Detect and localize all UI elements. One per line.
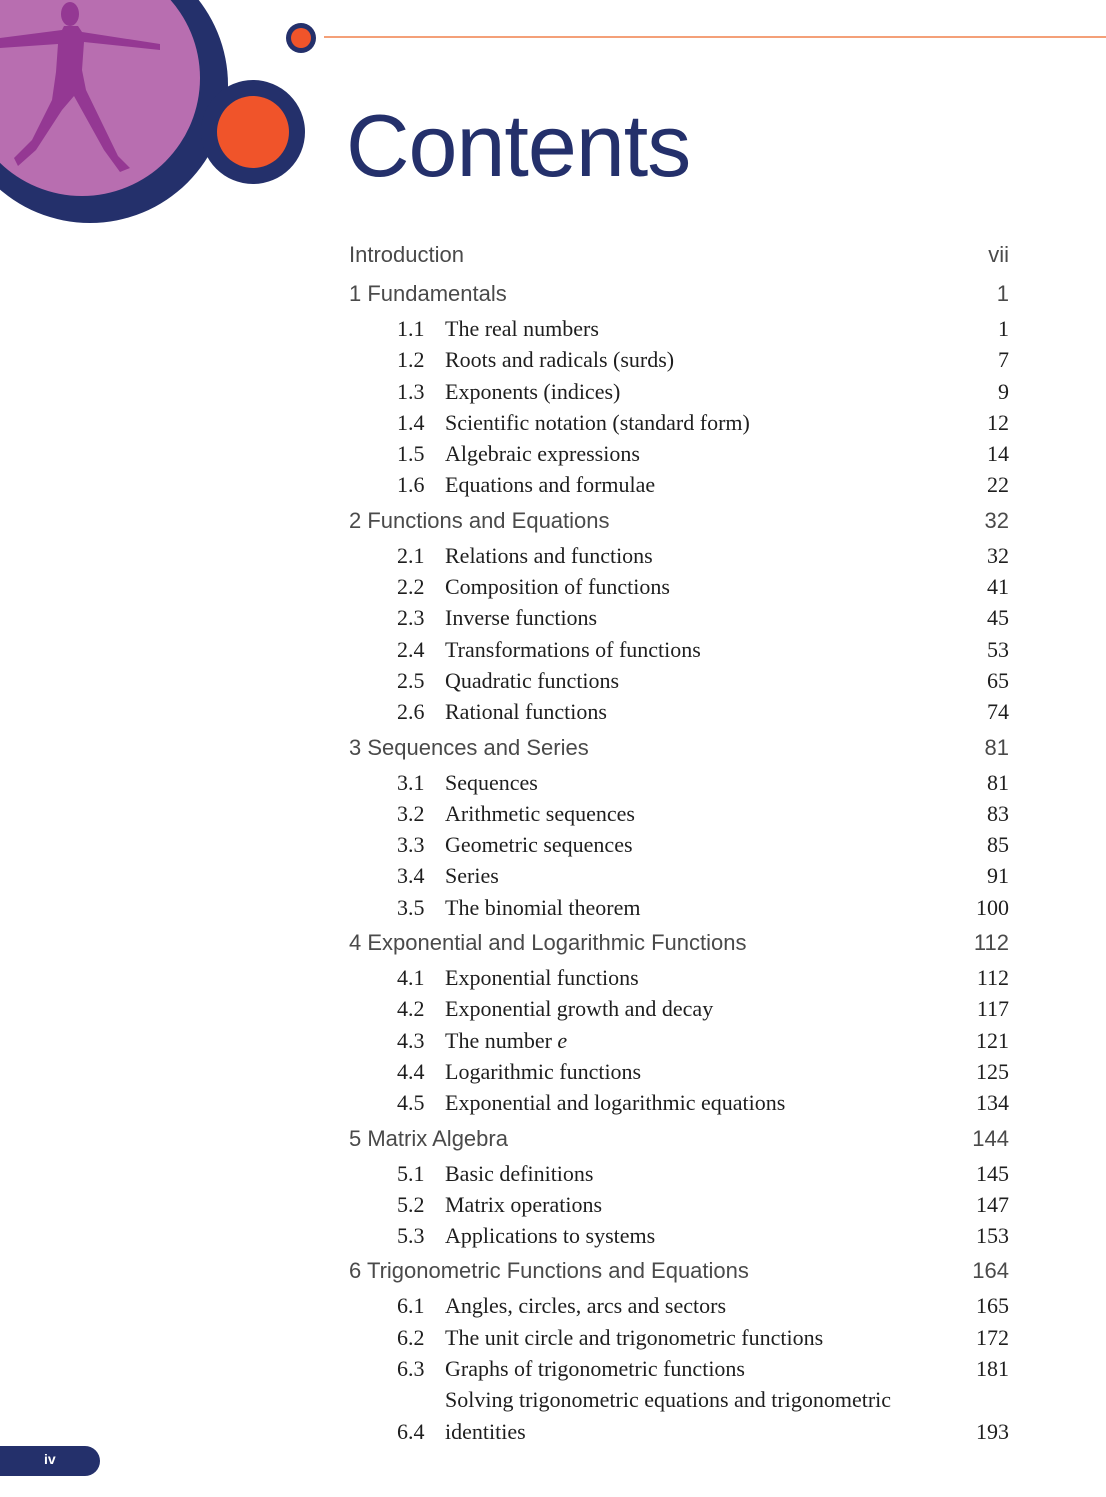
section-number: 2.6: [397, 699, 425, 725]
entry-title: Graphs of trigonometric functions: [445, 1356, 745, 1382]
toc-section-entry[interactable]: [349, 1290, 1009, 1321]
section-number: 3.3: [397, 832, 425, 858]
toc-chapter-entry[interactable]: [349, 502, 1009, 540]
entry-title: Exponents (indices): [445, 378, 621, 404]
entry-title: The binomial theorem: [445, 894, 641, 920]
entry-title: 4 Exponential and Logarithmic Functions: [349, 930, 747, 956]
toc-chapter-entry[interactable]: [349, 924, 1009, 962]
toc-section-entry[interactable]: [349, 1025, 1009, 1056]
entry-page-number: 41: [987, 574, 1009, 600]
entry-page-number: 121: [976, 1027, 1009, 1053]
section-number: 1.4: [397, 409, 425, 435]
section-number: 1.6: [397, 472, 425, 498]
entry-page-number: 1: [998, 316, 1009, 341]
entry-page-number: 32: [984, 507, 1009, 533]
section-number: 1.2: [397, 347, 425, 373]
entry-title: Roots and radicals (surds): [445, 347, 675, 373]
section-number: 6.1: [397, 1293, 425, 1319]
small-orange-disc: [291, 28, 311, 48]
toc-section-entry[interactable]: [349, 1353, 1009, 1384]
entry-title: Introduction: [349, 242, 464, 267]
entry-page-number: 65: [987, 667, 1009, 693]
entry-page-number: 164: [972, 1258, 1009, 1284]
entry-title: The number: [445, 1027, 558, 1053]
entry-title: Matrix operations: [445, 1191, 603, 1217]
section-number: 2.2: [397, 574, 425, 600]
toc-section-entry[interactable]: [349, 892, 1009, 923]
toc-section-entry[interactable]: [349, 798, 1009, 829]
toc-section-entry[interactable]: [349, 829, 1009, 860]
entry-page-number: 147: [976, 1191, 1009, 1217]
toc-section-entry[interactable]: [349, 313, 1009, 344]
section-number: 6.4: [397, 1418, 425, 1444]
entry-title: Solving trigonometric equations and trigonometric identities: [445, 1387, 892, 1444]
toc-section-entry[interactable]: [349, 634, 1009, 665]
entry-title: Algebraic expressions: [445, 441, 640, 467]
entry-page-number: 83: [987, 800, 1009, 826]
entry-title: Inverse functions: [445, 605, 598, 631]
section-number: 4.4: [397, 1058, 425, 1084]
section-number: 1.1: [397, 316, 425, 341]
entry-title: Sequences: [445, 769, 538, 795]
toc-section-entry[interactable]: [349, 1158, 1009, 1189]
entry-page-number: 145: [976, 1160, 1009, 1186]
toc-section-entry[interactable]: [349, 469, 1009, 500]
entry-page-number: 45: [987, 605, 1009, 631]
section-number: 2.4: [397, 636, 425, 662]
page-number-tab: [0, 1446, 100, 1476]
entry-title: Exponential growth and decay: [445, 996, 714, 1022]
entry-page-number: 74: [987, 699, 1009, 725]
toc-chapter-entry[interactable]: [349, 729, 1009, 767]
toc-chapter-entry[interactable]: [349, 275, 1009, 313]
entry-page-number: vii: [988, 242, 1009, 267]
entry-page-number: 172: [976, 1324, 1009, 1350]
orange-disc: [217, 96, 289, 168]
toc-chapter-entry[interactable]: [349, 1252, 1009, 1290]
entry-page-number: 85: [987, 832, 1009, 858]
section-number: 3.2: [397, 800, 425, 826]
toc-section-entry[interactable]: [349, 665, 1009, 696]
entry-title: Quadratic functions: [445, 667, 620, 693]
entry-page-number: 9: [998, 378, 1009, 404]
entry-page-number: 125: [976, 1058, 1009, 1084]
decorative-circles: [0, 0, 340, 240]
entry-title: 3 Sequences and Series: [349, 734, 589, 760]
header-rule: [324, 36, 1106, 38]
entry-title: Logarithmic functions: [445, 1058, 642, 1084]
entry-title: 1 Fundamentals: [349, 281, 507, 306]
entry-page-number: 112: [976, 965, 1009, 991]
entry-title: Relations and functions: [445, 542, 653, 568]
toc-section-entry[interactable]: [349, 438, 1009, 469]
entry-page-number: 153: [976, 1223, 1009, 1249]
entry-page-number: 181: [976, 1356, 1009, 1382]
section-number: 5.3: [397, 1223, 425, 1249]
toc-section-entry[interactable]: [349, 1322, 1009, 1353]
section-number: 2.3: [397, 605, 425, 631]
entry-page-number: 134: [976, 1090, 1009, 1116]
toc-section-entry[interactable]: [349, 1189, 1009, 1220]
page-number: iv: [44, 1451, 56, 1467]
section-number: 4.5: [397, 1090, 425, 1116]
section-number: 3.1: [397, 769, 425, 795]
toc-section-entry[interactable]: [349, 344, 1009, 375]
entry-title: Arithmetic sequences: [445, 800, 635, 826]
entry-title: Rational functions: [445, 699, 607, 725]
toc-section-entry[interactable]: [349, 1220, 1009, 1251]
entry-page-number: 14: [987, 441, 1009, 467]
entry-page-number: 112: [973, 930, 1009, 956]
entry-title: Basic definitions: [445, 1160, 594, 1186]
entry-title: Scientific notation (standard form): [445, 409, 750, 435]
entry-title: 6 Trigonometric Functions and Equations: [349, 1258, 749, 1284]
entry-page-number: 1: [996, 281, 1009, 306]
entry-page-number: 32: [987, 542, 1009, 568]
entry-title: Exponential and logarithmic equations: [445, 1090, 786, 1116]
section-number: 1.3: [397, 378, 425, 404]
toc-section-entry[interactable]: [349, 602, 1009, 633]
section-number: 5.1: [397, 1160, 425, 1186]
section-number: 2.5: [397, 667, 425, 693]
entry-title: 5 Matrix Algebra: [349, 1125, 508, 1151]
section-number: 6.3: [397, 1356, 425, 1382]
entry-title: Geometric sequences: [445, 832, 633, 858]
entry-page-number: 100: [976, 894, 1009, 920]
toc-chapter-entry[interactable]: [349, 236, 1009, 274]
toc-section-entry[interactable]: [349, 1087, 1009, 1118]
entry-title: Exponential functions: [445, 965, 639, 991]
section-number: 3.5: [397, 894, 425, 920]
entry-title: 2 Functions and Equations: [349, 507, 610, 533]
entry-page-number: 144: [972, 1125, 1009, 1151]
toc-section-entry[interactable]: [349, 376, 1009, 407]
toc-section-entry[interactable]: [349, 540, 1009, 571]
entry-title-italic: e: [557, 1027, 568, 1053]
toc-section-entry[interactable]: [349, 571, 1009, 602]
entry-title: Equations and formulae: [445, 472, 656, 498]
entry-title: Composition of functions: [445, 574, 670, 600]
toc-section-entry[interactable]: [349, 860, 1009, 891]
entry-title: The real numbers: [445, 316, 599, 341]
entry-page-number: 81: [987, 769, 1009, 795]
section-number: 4.3: [397, 1027, 425, 1053]
page-title: Contents: [346, 96, 691, 195]
section-number: 6.2: [397, 1324, 425, 1350]
entry-page-number: 12: [987, 409, 1009, 435]
toc-chapter-entry[interactable]: [349, 1120, 1009, 1158]
section-number: 1.5: [397, 441, 425, 467]
entry-page-number: 193: [976, 1418, 1009, 1444]
section-number: 2.1: [397, 542, 425, 568]
entry-page-number: 91: [987, 863, 1009, 889]
entry-page-number: 81: [984, 734, 1009, 760]
section-number: 4.1: [397, 965, 425, 991]
entry-title: Transformations of functions: [445, 636, 701, 662]
section-number: 4.2: [397, 996, 425, 1022]
entry-page-number: 117: [976, 996, 1009, 1022]
toc-section-entry[interactable]: [349, 696, 1009, 727]
entry-title: The unit circle and trigonometric functions: [445, 1324, 824, 1350]
entry-title: Angles, circles, arcs and sectors: [445, 1293, 727, 1319]
entry-page-number: 53: [987, 636, 1009, 662]
toc-section-entry[interactable]: [349, 407, 1009, 438]
toc-section-entry[interactable]: [349, 767, 1009, 798]
toc-section-entry[interactable]: [349, 1384, 1009, 1447]
section-number: 5.2: [397, 1191, 425, 1217]
toc-section-entry[interactable]: [349, 993, 1009, 1024]
section-number: 3.4: [397, 863, 425, 889]
entry-page-number: 22: [987, 472, 1009, 498]
toc-section-entry[interactable]: [349, 1056, 1009, 1087]
entry-title: Applications to systems: [445, 1223, 656, 1249]
entry-page-number: 7: [998, 347, 1009, 373]
entry-title: Series: [445, 863, 499, 889]
entry-page-number: 165: [976, 1293, 1009, 1319]
table-of-contents: [349, 236, 1009, 1447]
toc-section-entry[interactable]: [349, 962, 1009, 993]
